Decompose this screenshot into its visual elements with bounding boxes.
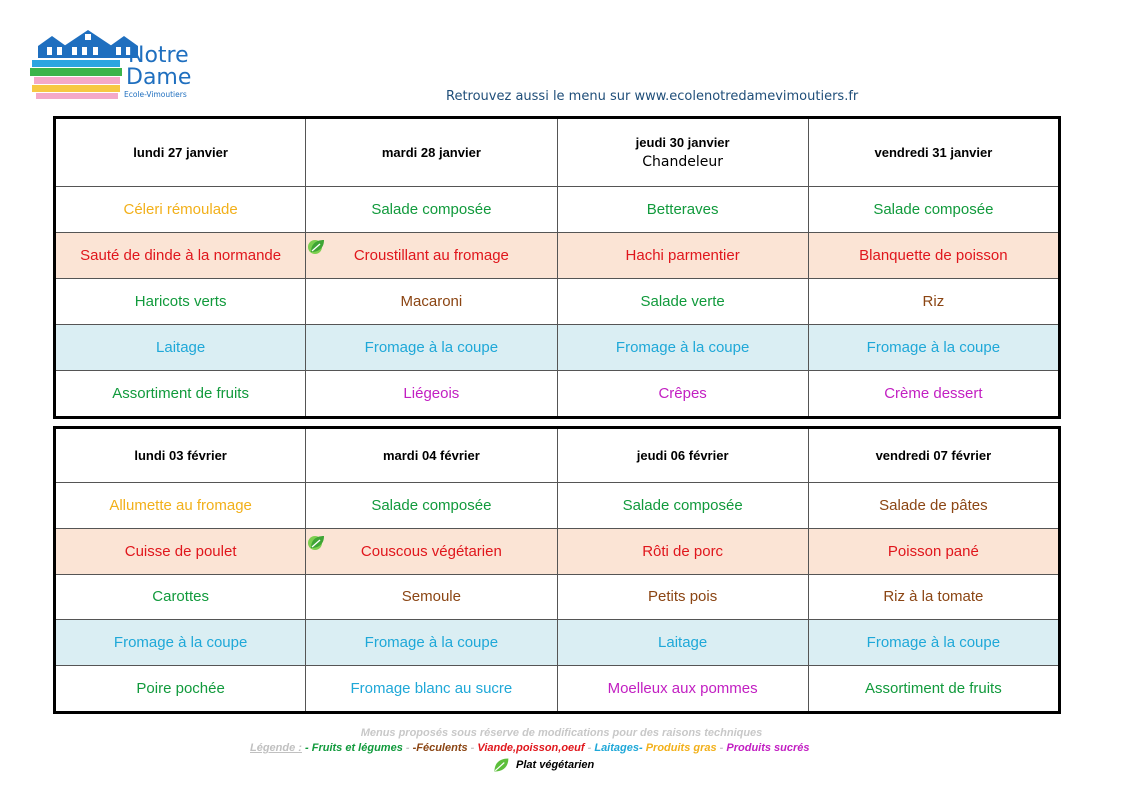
dish-name: Fromage à la coupe: [866, 634, 1001, 652]
menu-cell: [557, 528, 808, 574]
menu-row-side: [55, 279, 1060, 325]
menu-cell: [55, 325, 306, 371]
dish-name: Salade composée: [371, 201, 492, 219]
menu-cell: [557, 371, 808, 418]
day-title: vendredi 31 janvier: [874, 145, 993, 161]
dish-name: Crème dessert: [884, 385, 983, 402]
legend-separator: -: [716, 742, 727, 754]
menu-cell: [808, 666, 1059, 713]
menu-cell: [306, 620, 557, 666]
day-header: [557, 428, 808, 483]
dish-name: Salade composée: [371, 496, 492, 514]
school-logo: [30, 22, 195, 102]
dish-name: Céleri rémoulade: [123, 201, 238, 219]
menu-cell: [808, 279, 1059, 325]
menu-cell: [306, 574, 557, 620]
menu-row-dairy: [55, 620, 1060, 666]
menu-cell: [808, 620, 1059, 666]
day-title: jeudi 30 janvier: [635, 135, 730, 151]
dish-name: Allumette au fromage: [109, 496, 252, 514]
legend-item-vegetable: - Fruits et légumes: [305, 742, 403, 754]
dish-name: Laitage: [658, 634, 708, 652]
dish-name: Cuisse de poulet: [124, 542, 237, 560]
legend-separator: -: [584, 742, 595, 754]
menu-table-week-2: [53, 426, 1061, 714]
dish-name: Salade de pâtes: [879, 496, 988, 514]
dish-name: Fromage blanc au sucre: [350, 680, 513, 698]
day-title: mardi 28 janvier: [381, 145, 481, 161]
menu-cell: [306, 233, 557, 279]
footer-disclaimer: Menus proposés sous réserve de modifications pour des raisons techniques: [360, 727, 763, 739]
day-title: lundi 27 janvier: [133, 145, 228, 161]
logo-text-notre: Notre: [128, 43, 189, 68]
legend-separator: -: [402, 742, 413, 754]
leaf-icon: [306, 235, 328, 257]
dish-name: Fromage à la coupe: [364, 634, 499, 652]
menu-cell: [557, 482, 808, 528]
menu-cell: [306, 482, 557, 528]
menu-cell: [55, 666, 306, 713]
menu-cell: [808, 371, 1059, 418]
day-title: vendredi 07 février: [875, 447, 992, 463]
day-title: jeudi 06 février: [636, 447, 729, 463]
dish-name: Assortiment de fruits: [865, 680, 1002, 698]
school-building-icon: [38, 30, 138, 58]
dish-name: Couscous végétarien: [360, 542, 502, 560]
dish-name: Macaroni: [400, 293, 463, 311]
dish-name: Poire pochée: [136, 680, 225, 698]
menu-cell: [808, 233, 1059, 279]
day-header: [306, 428, 557, 483]
menu-table-week-1: [53, 116, 1061, 419]
dish-name: Carottes: [152, 588, 209, 606]
dish-name: Blanquette de poisson: [859, 247, 1008, 265]
dish-name: Laitage: [156, 339, 206, 357]
leaf-icon: [492, 756, 510, 774]
menu-cell: [55, 528, 306, 574]
menu-cell: [557, 187, 808, 233]
menu-cell: [306, 325, 557, 371]
dish-name: Semoule: [401, 588, 461, 606]
menu-cell: [808, 482, 1059, 528]
menu-cell: [306, 279, 557, 325]
menu-cell: [808, 325, 1059, 371]
dish-name: Fromage à la coupe: [615, 339, 750, 357]
day-header: [808, 118, 1059, 187]
menu-row-dairy: [55, 325, 1060, 371]
vegetarian-legend: [492, 756, 594, 774]
menu-cell: [55, 482, 306, 528]
menu-row-side: [55, 574, 1060, 620]
menu-cell: [808, 574, 1059, 620]
dish-name: Fromage à la coupe: [364, 339, 499, 357]
menu-cell: [808, 187, 1059, 233]
dish-name: Crêpes: [658, 385, 707, 402]
legend-item-starch: -Féculents: [412, 742, 468, 754]
dish-name: Poisson pané: [887, 542, 979, 560]
day-event: Chandeleur: [642, 154, 723, 171]
menu-cell: [55, 279, 306, 325]
menu-cell: [557, 325, 808, 371]
dish-name: Croustillant au fromage: [353, 247, 509, 265]
dish-name: Liégeois: [403, 385, 460, 402]
menu-cell: [557, 620, 808, 666]
dish-name: Salade composée: [622, 496, 743, 514]
vegetarian-legend-text: Plat végétarien: [516, 758, 595, 771]
menu-cell: [557, 233, 808, 279]
dish-name: Salade composée: [873, 201, 994, 219]
menu-cell: [306, 666, 557, 713]
menu-cell: [55, 620, 306, 666]
menu-cell: [55, 187, 306, 233]
legend-item-sweet: Produits sucrés: [726, 742, 810, 754]
day-header: [306, 118, 557, 187]
menu-row-dessert: [55, 666, 1060, 713]
menu-cell: [557, 666, 808, 713]
menu-row-starter: [55, 187, 1060, 233]
day-header: [557, 118, 808, 187]
legend-item-dairy: Laitages-: [594, 742, 643, 754]
menu-cell: [55, 574, 306, 620]
legend-label: Légende :: [250, 742, 302, 754]
menu-row-starter: [55, 482, 1060, 528]
legend-item-fat: Produits gras: [645, 742, 717, 754]
dish-name: Fromage à la coupe: [866, 339, 1001, 357]
legend-item-meat: Viande,poisson,oeuf: [477, 742, 585, 754]
day-header: [55, 428, 306, 483]
logo-text-ecole: Ecole-Vimoutiers: [124, 90, 187, 99]
leaf-icon: [306, 531, 328, 553]
day-title: lundi 03 février: [134, 447, 227, 463]
dish-name: Hachi parmentier: [625, 247, 740, 265]
dish-name: Betteraves: [646, 201, 719, 219]
dish-name: Haricots verts: [134, 293, 227, 311]
menu-cell: [557, 574, 808, 620]
dish-name: Sauté de dinde à la normande: [80, 247, 282, 265]
website-link-text[interactable]: Retrouvez aussi le menu sur www.ecolenotredamevimoutiers.fr: [446, 89, 859, 104]
dish-name: Moelleux aux pommes: [607, 680, 758, 698]
dish-name: Fromage à la coupe: [113, 634, 248, 652]
menu-cell: [55, 371, 306, 418]
day-header: [55, 118, 306, 187]
legend-separator: -: [467, 742, 478, 754]
menu-cell: [808, 528, 1059, 574]
menu-cell: [306, 371, 557, 418]
dish-name: Riz à la tomate: [883, 588, 984, 606]
logo-text-dame: Dame: [126, 65, 192, 90]
legend: [250, 742, 810, 754]
dish-name: Salade verte: [640, 293, 725, 311]
menu-row-main: [55, 233, 1060, 279]
menu-cell: [557, 279, 808, 325]
day-header: [808, 428, 1059, 483]
dish-name: Petits pois: [648, 588, 718, 606]
menu-row-dessert: [55, 371, 1060, 418]
menu-cell: [306, 528, 557, 574]
dish-name: Rôti de porc: [642, 542, 724, 560]
menu-cell: [306, 187, 557, 233]
dish-name: Assortiment de fruits: [112, 385, 249, 402]
dish-name: Riz: [922, 293, 945, 311]
menu-row-main: [55, 528, 1060, 574]
day-title: mardi 04 février: [382, 447, 480, 463]
menu-cell: [55, 233, 306, 279]
